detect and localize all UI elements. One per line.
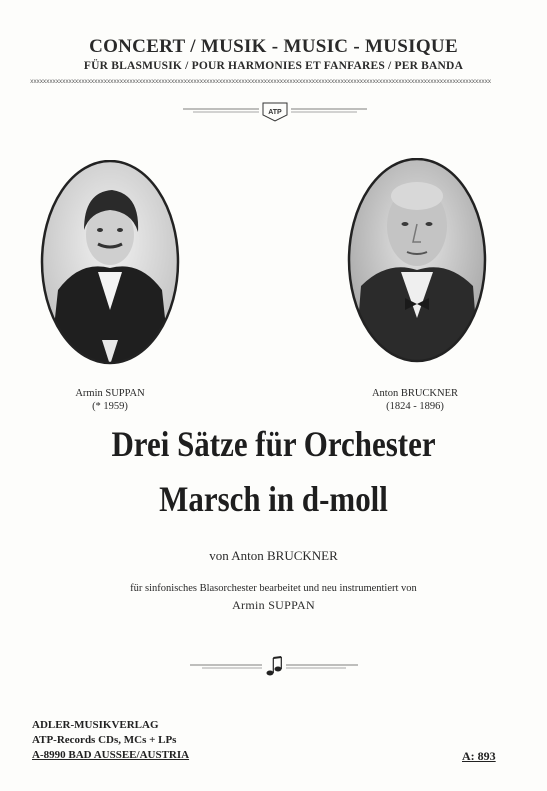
portrait-armin-suppan: [40, 160, 180, 365]
portrait-name: Anton BRUCKNER: [371, 388, 459, 399]
music-note-ornament: [190, 655, 358, 679]
publisher-logo-ornament: [183, 100, 367, 122]
portrait-dates: (1824 - 1896): [386, 401, 444, 412]
portrait-name: Armin SUPPAN: [75, 388, 145, 399]
publisher-block: [32, 718, 189, 763]
catalog-number: A: 893: [462, 749, 496, 763]
arranger-name: Armin SUPPAN: [232, 598, 315, 612]
arrangement-note: für sinfonisches Blasorchester bearbeitet und neu instrumentiert von: [130, 583, 417, 594]
title-line-2: Marsch in d-moll: [159, 479, 388, 519]
composer-credit: von Anton BRUCKNER: [209, 548, 338, 563]
series-subtitle: FÜR BLASMUSIK / POUR HARMONIES ET FANFARES / PER BANDA: [83, 60, 464, 72]
publisher-records: ATP-Records CDs, MCs + LPs: [32, 734, 177, 746]
x-separator: xxxxxxxxxxxxxxxxxxxxxxxxxxxxxxxxxxxxxxxxxxxxxxxxxxxxxxxxxxxxxxxxxxxxxxxxxxxxxxxxxxxxxxxxxxxxxxxxxxxxxxxxxxxxxxxxxxxxxxxxxxxxxxxxxxxxxxxxxxxxxxxx: [30, 78, 491, 85]
publisher-name: ADLER-MUSIKVERLAG: [32, 719, 159, 731]
publisher-address: A-8990 BAD AUSSEE/AUSTRIA: [32, 749, 190, 761]
portrait-anton-bruckner: [347, 158, 487, 363]
caption-left: [40, 387, 180, 413]
title-line-1: Drei Sätze für Orchester: [111, 424, 436, 464]
series-title: CONCERT / MUSIK - MUSIC - MUSIQUE: [89, 36, 458, 57]
caption-right: [345, 387, 485, 413]
logo-text: ATP: [268, 109, 282, 116]
portrait-dates: (* 1959): [92, 401, 128, 412]
